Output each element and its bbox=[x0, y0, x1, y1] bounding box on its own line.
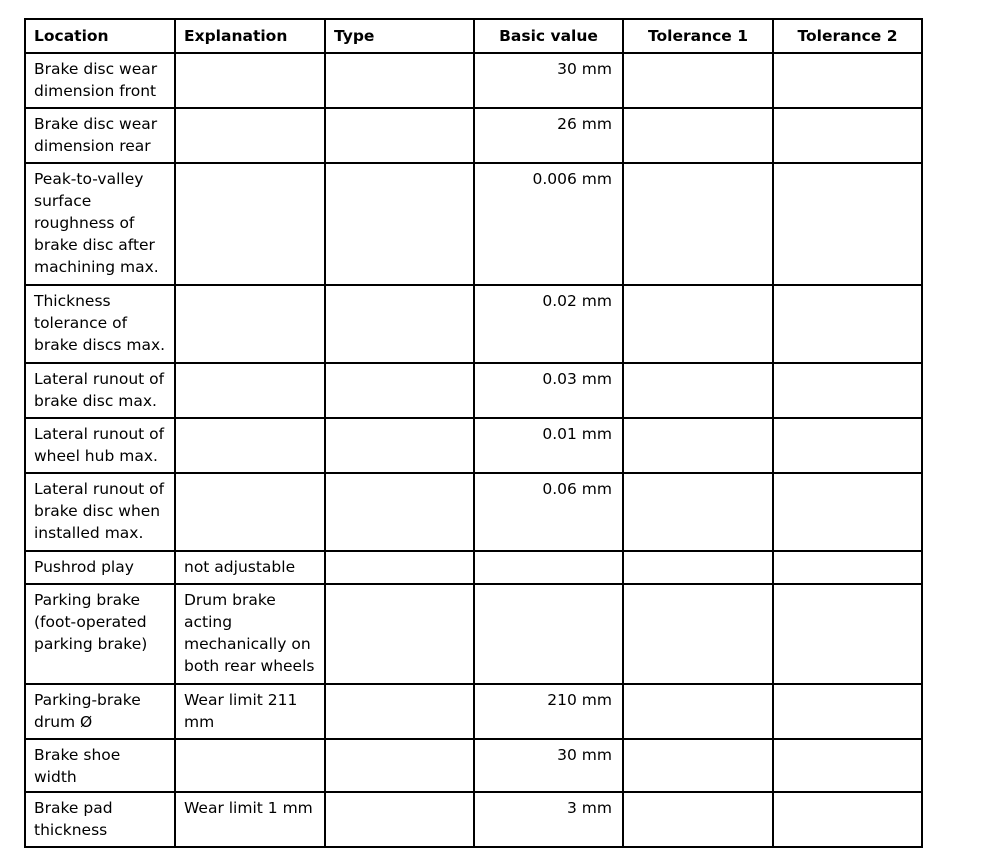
cell-type bbox=[325, 108, 474, 163]
cell-basic-value: 0.02 mm bbox=[474, 285, 623, 363]
table-row bbox=[25, 792, 922, 847]
cell-tolerance-2 bbox=[773, 363, 922, 418]
cell-tolerance-2 bbox=[773, 739, 922, 792]
cell-tolerance-1 bbox=[623, 473, 773, 551]
table-row bbox=[25, 53, 922, 108]
cell-tolerance-2 bbox=[773, 684, 922, 739]
cell-location: Lateral runout of brake disc max. bbox=[25, 363, 175, 418]
cell-tolerance-2 bbox=[773, 163, 922, 285]
cell-location: Peak-to-valley surface roughness of brake disc after machining max. bbox=[25, 163, 175, 285]
cell-explanation: not adjustable bbox=[175, 551, 325, 584]
header-row bbox=[25, 19, 922, 53]
table-row bbox=[25, 739, 922, 792]
cell-location: Brake disc wear dimension front bbox=[25, 53, 175, 108]
header-basic-value: Basic value bbox=[474, 19, 623, 53]
cell-type bbox=[325, 584, 474, 684]
cell-location: Thickness tolerance of brake discs max. bbox=[25, 285, 175, 363]
cell-tolerance-1 bbox=[623, 739, 773, 792]
cell-basic-value bbox=[474, 551, 623, 584]
cell-tolerance-1 bbox=[623, 53, 773, 108]
cell-basic-value: 0.006 mm bbox=[474, 163, 623, 285]
cell-location: Lateral runout of brake disc when installed max. bbox=[25, 473, 175, 551]
cell-type bbox=[325, 792, 474, 847]
header-type: Type bbox=[325, 19, 474, 53]
cell-type bbox=[325, 684, 474, 739]
table-row bbox=[25, 163, 922, 285]
cell-tolerance-1 bbox=[623, 163, 773, 285]
cell-tolerance-2 bbox=[773, 418, 922, 473]
cell-basic-value: 0.03 mm bbox=[474, 363, 623, 418]
table-body bbox=[25, 53, 922, 847]
cell-tolerance-1 bbox=[623, 108, 773, 163]
cell-type bbox=[325, 551, 474, 584]
cell-basic-value: 3 mm bbox=[474, 792, 623, 847]
cell-explanation bbox=[175, 163, 325, 285]
cell-basic-value: 30 mm bbox=[474, 53, 623, 108]
cell-tolerance-2 bbox=[773, 285, 922, 363]
cell-explanation: Wear limit 1 mm bbox=[175, 792, 325, 847]
table-row bbox=[25, 584, 922, 684]
cell-type bbox=[325, 53, 474, 108]
cell-explanation bbox=[175, 418, 325, 473]
table-row bbox=[25, 473, 922, 551]
cell-tolerance-2 bbox=[773, 792, 922, 847]
cell-tolerance-1 bbox=[623, 363, 773, 418]
cell-location: Brake shoe width bbox=[25, 739, 175, 792]
cell-tolerance-2 bbox=[773, 53, 922, 108]
cell-tolerance-2 bbox=[773, 108, 922, 163]
table-row bbox=[25, 551, 922, 584]
cell-tolerance-1 bbox=[623, 584, 773, 684]
table-row bbox=[25, 108, 922, 163]
cell-explanation: Wear limit 211 mm bbox=[175, 684, 325, 739]
cell-type bbox=[325, 363, 474, 418]
cell-tolerance-1 bbox=[623, 418, 773, 473]
cell-location: Brake pad thickness bbox=[25, 792, 175, 847]
cell-type bbox=[325, 285, 474, 363]
table-row bbox=[25, 418, 922, 473]
header-location: Location bbox=[25, 19, 175, 53]
cell-location: Pushrod play bbox=[25, 551, 175, 584]
header-explanation: Explanation bbox=[175, 19, 325, 53]
header-tolerance-1: Tolerance 1 bbox=[623, 19, 773, 53]
cell-tolerance-1 bbox=[623, 285, 773, 363]
cell-tolerance-1 bbox=[623, 684, 773, 739]
specification-table bbox=[24, 18, 923, 848]
cell-tolerance-1 bbox=[623, 551, 773, 584]
cell-location: Parking brake (foot-operated parking brake) bbox=[25, 584, 175, 684]
cell-basic-value bbox=[474, 584, 623, 684]
cell-explanation: Drum brake acting mechanically on both rear wheels bbox=[175, 584, 325, 684]
table-row bbox=[25, 285, 922, 363]
cell-location: Parking-brake drum Ø bbox=[25, 684, 175, 739]
cell-explanation bbox=[175, 108, 325, 163]
cell-explanation bbox=[175, 363, 325, 418]
cell-explanation bbox=[175, 739, 325, 792]
cell-location: Brake disc wear dimension rear bbox=[25, 108, 175, 163]
cell-explanation bbox=[175, 473, 325, 551]
cell-type bbox=[325, 418, 474, 473]
cell-explanation bbox=[175, 53, 325, 108]
cell-location: Lateral runout of wheel hub max. bbox=[25, 418, 175, 473]
cell-basic-value: 30 mm bbox=[474, 739, 623, 792]
cell-type bbox=[325, 473, 474, 551]
cell-basic-value: 0.06 mm bbox=[474, 473, 623, 551]
cell-basic-value: 26 mm bbox=[474, 108, 623, 163]
cell-tolerance-2 bbox=[773, 551, 922, 584]
cell-tolerance-2 bbox=[773, 473, 922, 551]
cell-basic-value: 210 mm bbox=[474, 684, 623, 739]
cell-tolerance-2 bbox=[773, 584, 922, 684]
table-row bbox=[25, 363, 922, 418]
cell-type bbox=[325, 163, 474, 285]
cell-explanation bbox=[175, 285, 325, 363]
cell-tolerance-1 bbox=[623, 792, 773, 847]
table-row bbox=[25, 684, 922, 739]
header-tolerance-2: Tolerance 2 bbox=[773, 19, 922, 53]
cell-type bbox=[325, 739, 474, 792]
cell-basic-value: 0.01 mm bbox=[474, 418, 623, 473]
